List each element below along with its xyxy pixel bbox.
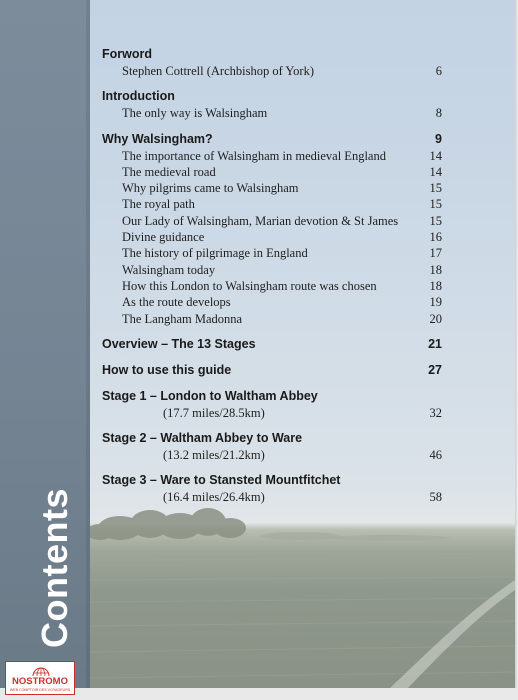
entry-title: Walsingham today	[122, 262, 216, 277]
entry-page-number: 6	[435, 64, 442, 78]
section-title: Stage 2 – Waltham Abbey to Ware	[102, 431, 303, 446]
toc-section	[102, 46, 442, 79]
toc-section	[102, 388, 442, 421]
entry-page-number: 58	[429, 490, 442, 505]
toc-entry[interactable]	[102, 148, 442, 164]
toc-entry[interactable]	[102, 262, 442, 278]
toc-entry[interactable]	[102, 213, 442, 229]
entry-title: As the route develops	[122, 295, 231, 310]
section-page-number: 9	[435, 131, 442, 146]
entry-title: The royal path	[122, 197, 195, 212]
entry-page-number: 32	[429, 405, 442, 420]
entry-title: (17.7 miles/28.5km)	[163, 405, 265, 420]
logo-name: NOSTROMO	[12, 676, 68, 687]
section-page-number: 27	[428, 362, 442, 377]
section-page-number	[416, 388, 442, 405]
entry-title: (13.2 miles/21.2km)	[163, 448, 265, 463]
toc-section-heading[interactable]	[102, 388, 442, 405]
entry-title: (16.4 miles/26.4km)	[163, 490, 265, 505]
entry-page-number: 17	[429, 246, 442, 261]
toc-entry[interactable]	[102, 447, 442, 463]
entry-page-number: 46	[429, 448, 442, 463]
toc-section	[102, 472, 442, 505]
entry-page-number: 8	[435, 106, 442, 121]
section-title: Why Walsingham?	[102, 131, 213, 146]
section-title: Forword	[102, 47, 152, 61]
entry-page-number: 15	[429, 197, 442, 212]
entry-page-number: 19	[429, 295, 442, 310]
section-page-number	[416, 430, 442, 447]
toc-entry[interactable]	[102, 196, 442, 212]
toc-entry[interactable]	[102, 63, 442, 79]
globe-logo-icon	[32, 663, 50, 677]
entry-page-number: 20	[429, 311, 442, 326]
toc-entry[interactable]	[102, 311, 442, 327]
toc-section	[102, 362, 442, 379]
entry-title: Divine guidance	[122, 230, 205, 245]
section-page-number	[416, 472, 442, 489]
entry-title: Stephen Cottrell (Archbishop of York)	[122, 64, 314, 78]
entry-title: The importance of Walsingham in medieval England	[122, 148, 386, 163]
section-page-number: 21	[428, 336, 442, 351]
toc-section-heading[interactable]	[102, 362, 442, 379]
toc-section	[102, 88, 442, 121]
entry-title: How this London to Walsingham route was chosen	[122, 278, 377, 293]
toc-section-heading[interactable]	[102, 336, 442, 353]
table-of-contents	[102, 46, 442, 515]
section-title: Introduction	[102, 89, 175, 104]
toc-entry[interactable]	[102, 164, 442, 180]
section-title: Overview – The 13 Stages	[102, 336, 256, 351]
logo-tagline: WEB COMPTOIR DES VOYAGEURS	[9, 688, 71, 692]
entry-page-number: 18	[429, 262, 442, 277]
toc-section	[102, 131, 442, 327]
toc-section-heading[interactable]	[102, 88, 442, 105]
toc-section-heading[interactable]	[102, 131, 442, 148]
section-title: How to use this guide	[102, 362, 232, 377]
entry-title: Our Lady of Walsingham, Marian devotion & St James	[122, 213, 399, 228]
toc-entry[interactable]	[102, 294, 442, 310]
toc-section-heading[interactable]	[102, 46, 442, 63]
toc-entry[interactable]	[102, 105, 442, 121]
entry-title: The Langham Madonna	[122, 311, 243, 326]
entry-title: The medieval road	[122, 164, 216, 179]
toc-entry[interactable]	[102, 405, 442, 421]
section-title: Stage 1 – London to Waltham Abbey	[102, 388, 318, 403]
entry-title: The only way is Walsingham	[122, 106, 268, 121]
toc-section	[102, 336, 442, 353]
entry-page-number: 18	[429, 278, 442, 293]
nostromo-logo	[5, 661, 75, 695]
entry-page-number: 14	[429, 164, 442, 179]
section-title: Stage 3 – Ware to Stansted Mountfitchet	[102, 473, 341, 488]
treeline-and-field-illustration	[90, 500, 515, 690]
entry-title: The history of pilgrimage in England	[122, 246, 308, 261]
toc-section-heading[interactable]	[102, 430, 442, 447]
contents-heading: Contents	[34, 488, 75, 648]
toc-entry[interactable]	[102, 278, 442, 294]
entry-page-number: 14	[429, 148, 442, 163]
toc-section-heading[interactable]	[102, 472, 442, 489]
section-page-number	[416, 46, 442, 63]
entry-page-number: 16	[429, 230, 442, 245]
page-bottom-edge	[0, 688, 518, 700]
toc-entry[interactable]	[102, 229, 442, 245]
toc-entry[interactable]	[102, 180, 442, 196]
section-page-number	[416, 88, 442, 105]
entry-page-number: 15	[429, 181, 442, 196]
toc-entry[interactable]	[102, 489, 442, 505]
toc-entry[interactable]	[102, 245, 442, 261]
entry-title: Why pilgrims came to Walsingham	[122, 181, 299, 196]
entry-page-number: 15	[429, 213, 442, 228]
toc-section	[102, 430, 442, 463]
